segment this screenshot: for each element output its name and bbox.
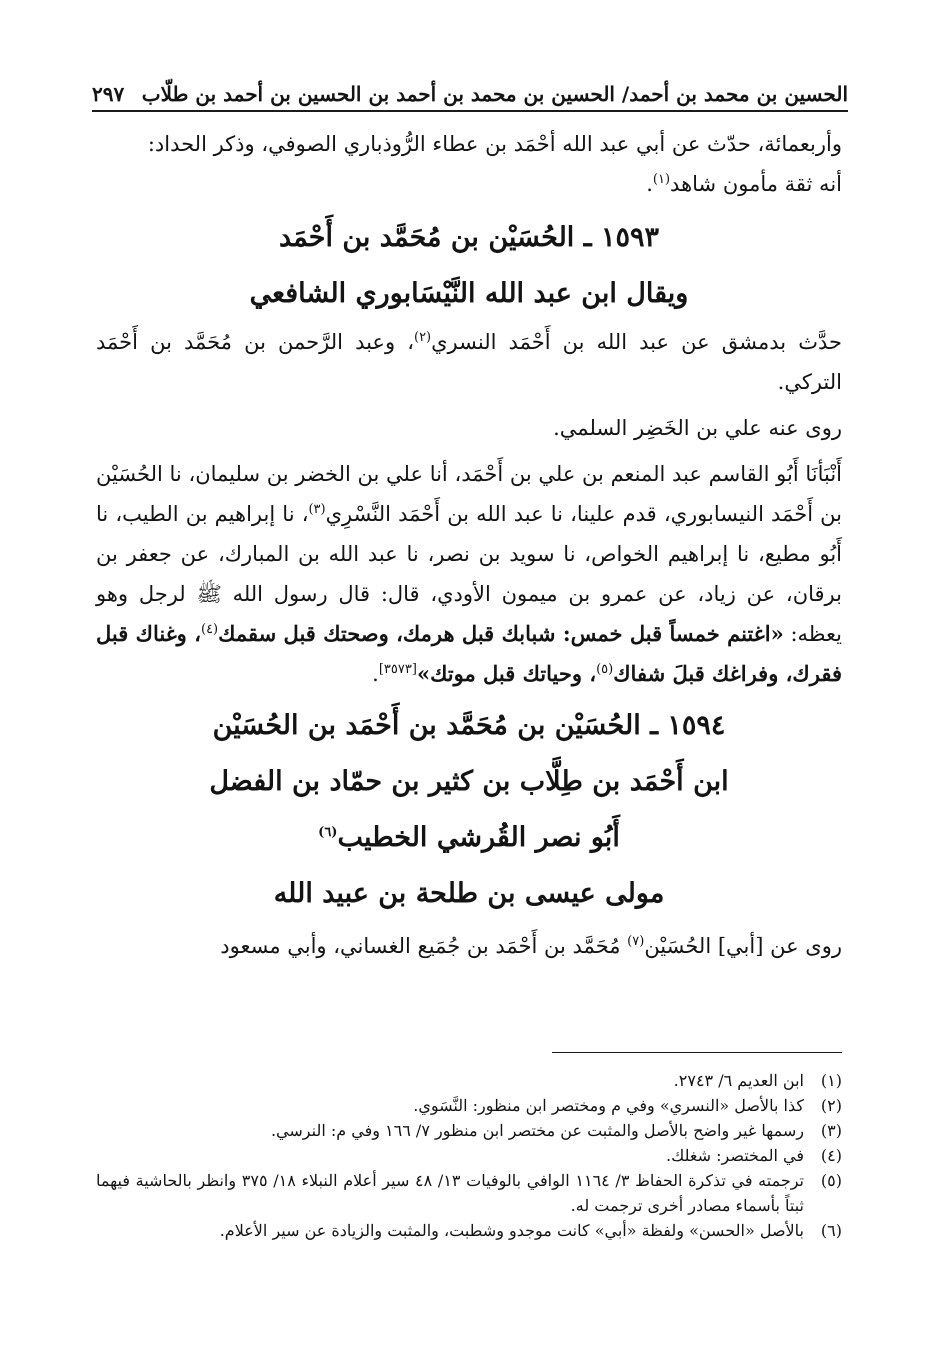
footnote — [96, 1118, 842, 1143]
isnad-text-b: ، نا إبراهيم بن الطيب، نا أَبُو مطيع، نا إبراهيم الخواص، نا سويد بن نصر، نا عبد الله بن المبارك، عن جعفر بن برقان، عن زياد، عن عمرو بن ميمون الأودي، قال: قال رسول الله ﷺ لرجل وهو يعظه: — [96, 502, 842, 646]
footnotes — [96, 1068, 842, 1243]
header-divider — [92, 110, 848, 112]
footnote-text: ابن العديم ٦/ ٢٧٤٣. — [673, 1071, 804, 1090]
footnote-number: (٤) — [820, 1146, 842, 1165]
footnote — [96, 1168, 842, 1218]
entry-1594-text-a: روى عن [أبي] الحُسَيْن — [644, 934, 842, 958]
entry-1593-subtitle: ويقال ابن عبد الله النَّيْسَابوري الشافعي — [249, 278, 689, 309]
footnote-ref-2[interactable]: (٢) — [413, 330, 432, 345]
footnote-ref-7[interactable]: (٧) — [627, 934, 645, 949]
entry-1594-title-line-2: ابن أَحْمَد بن طِلَّاب بن كثير بن حمّاد بن الفضل — [209, 766, 729, 797]
intro-end: . — [646, 172, 653, 196]
hadith-paragraph — [96, 454, 842, 694]
footnote-separator — [552, 1052, 842, 1053]
entry-1593-title: ١٥٩٣ ـ الحُسَيْن بن مُحَمَّد بن أَحْمَد — [278, 222, 660, 253]
footnote — [96, 1143, 842, 1168]
isnad-text-a: أَنْبَأنَا أَبُو القاسم عبد المنعم بن علي بن أَحْمَد، أنا علي بن الخضر بن سليمان، نا الحُسَيْن بن أَحْمَد النيسابوري، قدم علينا، نا عبد الله بن أَحْمَد النَّسْرِي — [96, 462, 842, 526]
footnote — [96, 1093, 842, 1118]
hadith-text-a: «اغتنم خمساً قبل خمس: شبابك قبل هرمك، وصحتك قبل سقمك — [218, 621, 784, 646]
footnote-ref-4[interactable]: (٤) — [200, 622, 219, 637]
entry-1594-text-b: مُحَمَّد بن أَحْمَد بن جُمَيع الغساني، وأبي مسعود — [220, 934, 628, 958]
entry-1593-text-a: حدَّث بدمشق عن عبد الله بن أَحْمَد النسري — [431, 330, 842, 354]
entry-1593-paragraph-1 — [96, 322, 842, 402]
running-header — [92, 62, 848, 106]
footnote-text: في المختصر: شغلك. — [666, 1146, 804, 1165]
page-number: ٢٩٧ — [92, 82, 125, 106]
entry-1594-title-line-3 — [96, 810, 842, 866]
footnote-number: (٢) — [820, 1096, 842, 1115]
footnote-ref-3[interactable]: (٣) — [308, 502, 326, 517]
intro-line-1: وأربعمائة، حدّث عن أبي عبد الله أحْمَد بن عطاء الرُّوذباري الصوفي، وذكر الحداد: — [147, 132, 842, 156]
footnote-ref-6[interactable]: (٦) — [318, 825, 338, 840]
footnote-text: ترجمته في تذكرة الحفاظ ٣/ ١١٦٤ الوافي بالوفيات ١٣/ ٤٨ سير أعلام النبلاء ١٨/ ٣٧٥ وانظر بالحاشية فيهما ثبتاً بأسماء مصادر أخرى ترجمت له. — [96, 1171, 804, 1215]
footnote-number: (٥) — [820, 1171, 842, 1190]
entry-1593-text-b: ، وعبد الرَّحمن بن مُحَمَّد بن أَحْمَد التركي. — [96, 330, 842, 394]
entry-1594-title-line-1: ١٥٩٤ ـ الحُسَيْن بن مُحَمَّد بن أَحْمَد بن الحُسَيْن — [212, 710, 726, 741]
hadith-number: [٣٥٧٣] — [378, 662, 417, 677]
entry-1593-paragraph-2: روى عنه علي بن الخَضِر السلمي. — [553, 416, 842, 440]
footnote-text: رسمها غير واضح بالأصل والمثبت عن مختصر ابن منظور ٧/ ١٦٦ وفي م: النرسي. — [270, 1121, 804, 1140]
entry-1594-paragraph-1 — [96, 926, 842, 966]
footnote-text: كذا بالأصل «النسري» وفي م ومختصر ابن منظور: النَّسَوي. — [413, 1096, 804, 1115]
main-text — [96, 124, 842, 966]
footnote — [96, 1068, 842, 1093]
entry-1594-title-line-4: مولى عيسى بن طلحة بن عبيد الله — [273, 878, 665, 909]
entry-1594-kunya: أَبُو نصر القُرشي الخطيب — [337, 822, 620, 853]
footnote-number: (٣) — [820, 1121, 842, 1140]
hadith-text-b: ، وغناك قبل فقرك، وفراغك قبلَ شفاك — [96, 621, 842, 686]
footnote-text: بالأصل «الحسن» ولفظة «أبي» كانت موجدو وشطبت، والمثبت والزيادة عن سير الأعلام. — [219, 1221, 804, 1240]
hadith-end: . — [372, 662, 379, 686]
footnote-ref-5[interactable]: (٥) — [596, 662, 614, 677]
running-title: الحسين بن محمد بن أحمد/ الحسين بن محمد بن أحمد بن الحسين بن أحمد بن طلّاب — [141, 82, 848, 106]
footnote — [96, 1218, 842, 1243]
footnote-number: (١) — [820, 1071, 842, 1090]
intro-line-2: أنه ثقة مأمون شاهد — [670, 172, 842, 196]
footnote-ref-1[interactable]: (١) — [652, 172, 671, 187]
footnote-number: (٦) — [820, 1221, 842, 1240]
intro-paragraph — [96, 124, 842, 204]
hadith-text-c: ، وحياتك قبل موتك» — [416, 661, 597, 686]
